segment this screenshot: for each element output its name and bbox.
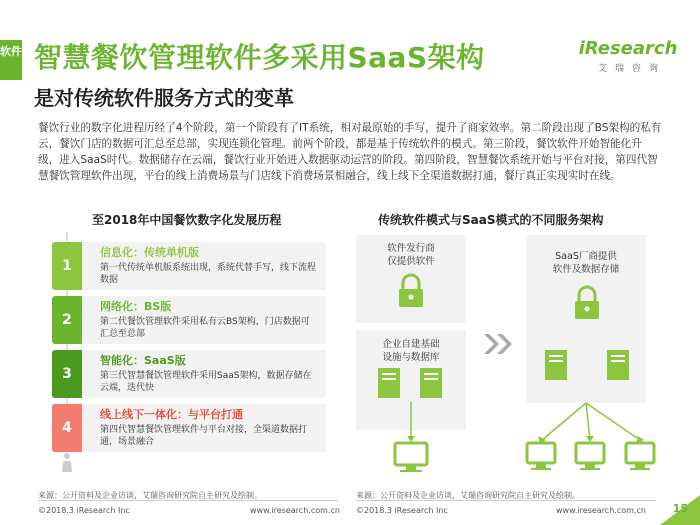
stage-4-desc: 第四代智慧餐饮管理软件与平台对接，全渠道数据打通，场景融合	[100, 425, 308, 447]
corner-decoration	[640, 495, 700, 525]
stage-1-desc: 第一代传统单机版系统出现，系统代替手写，线下流程数据	[100, 263, 317, 285]
stage-1-title: 信息化：传统单机版	[100, 246, 199, 259]
left-copyright: ©2018.3 iResearch Inc	[38, 506, 130, 515]
page-title: 智慧餐饮管理软件多采用SaaS架构	[34, 41, 485, 74]
lock-icon-traditional	[399, 275, 423, 307]
server-icon-saas	[545, 350, 629, 380]
monitor-icon-saas-3	[626, 443, 654, 470]
left-website: www.iresearch.com.cn	[250, 506, 340, 515]
stage-2-title: 网络化：BS版	[100, 300, 172, 313]
monitor-icon-saas-2	[576, 443, 604, 470]
stage-4-title: 线上线下一体化：与平台打通	[100, 408, 243, 421]
lock-icon-saas	[575, 287, 599, 319]
timeline-title: 至2018年中国餐饮数字化发展历程	[92, 213, 282, 227]
logo-brand: iResearch	[578, 38, 678, 59]
stage-3-title: 智能化：SaaS版	[100, 354, 186, 367]
stage-1-number: 1	[52, 242, 82, 290]
server-icon-traditional	[378, 368, 442, 398]
stage-2-number: 2	[52, 296, 82, 344]
logo-subtitle: 艾瑞咨询	[597, 64, 666, 74]
right-source-note: 来源：公开资料及企业访谈，艾瑞咨询研究院自主研究及绘制。	[356, 491, 580, 500]
right-footer-divider	[356, 500, 656, 501]
architecture-title: 传统软件模式与SaaS模式的不同服务架构	[378, 213, 604, 227]
traditional-infra-label: 企业自建基础 设施与数据库	[382, 339, 440, 363]
right-copyright: ©2018.3 iResearch Inc	[356, 506, 448, 515]
chevron-right-icon	[484, 334, 512, 354]
intro-paragraph: 餐饮行业的数字化进程历经了4个阶段，第一个阶段有了IT系统，相对最原始的手写，提升了商家效率。第二阶段出现了BS架构的私有云，餐饮门店的数据可汇总至总部，实现连锁化管理。前两个阶段，都是基于传统软件的模式。第三阶段，餐饮软件开始智能化升级，进入SaaS时代。数据储存在云端，餐饮行业开始进入数据驱动运营的阶段。第四阶段，智慧餐饮系统开始与平台对接，第四代智慧餐饮管理软件出现，平台的线上消费场景与门店线下消费场景相融合，线上线下全渠道数据打通，餐厅真正实现实时在线。	[38, 122, 662, 182]
monitor-icon-saas-1	[527, 443, 555, 470]
stage-3-number: 3	[52, 350, 82, 398]
stage-3-desc: 第三代智慧餐饮管理软件采用SaaS架构，数据存储在云端，迭代快	[100, 371, 312, 393]
stage-2-desc: 第二代餐饮管理软件采用私有云BS架构，门店数据可汇总至总部	[100, 317, 310, 339]
page-subtitle: 是对传统软件服务方式的变革	[34, 86, 294, 110]
left-source-note: 来源：公开资料及企业访谈，艾瑞咨询研究院自主研究及绘制。	[38, 491, 262, 500]
left-footer-divider	[38, 500, 338, 501]
page-number: 15	[672, 502, 688, 515]
right-website: www.iresearch.com.cn	[556, 506, 646, 515]
monitor-icon-traditional	[395, 443, 427, 472]
traditional-vendor-label: 软件发行商 仅提供软件	[387, 243, 435, 267]
section-tag: 软件	[0, 40, 22, 80]
saas-vendor-label: SaaS厂商提供 软件及数据存储	[552, 251, 620, 275]
stage-4-number: 4	[52, 404, 82, 452]
